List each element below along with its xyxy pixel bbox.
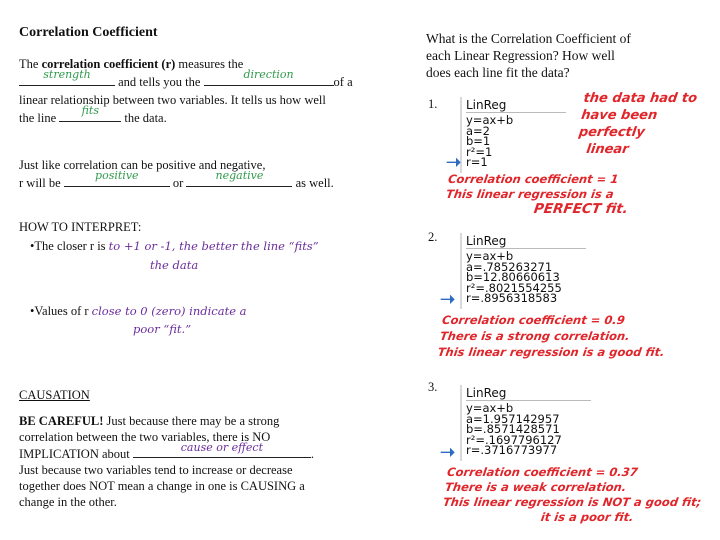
note-line: This linear regression is NOT a good fit; [442, 495, 703, 509]
calculator-output-1 [460, 97, 570, 173]
blank-positive: positive [64, 174, 170, 187]
sign-prefix: r will be [19, 176, 61, 190]
bullet-icon: • [30, 304, 35, 318]
right-arrow-icon: ➝ [440, 289, 456, 309]
definition-intro: The [19, 57, 42, 71]
item-3-notes [440, 465, 707, 525]
calculator-output-2 [460, 233, 590, 309]
question-line2: each Linear Regression? How well [426, 48, 615, 63]
calc-line: y=ax+b [466, 401, 514, 415]
right-arrow-icon: ➝ [440, 442, 456, 462]
item-2-notes [437, 312, 671, 360]
sign-paragraph [19, 156, 379, 192]
note-line: This linear regression is a [445, 187, 615, 201]
item-3-number: 3. [428, 380, 438, 394]
calc-line: b=.8571428571 [466, 422, 560, 437]
calc-line: r=.3716773977 [466, 443, 558, 458]
note-line: Correlation coefficient = 0.9 [441, 313, 626, 327]
bullet-1-hand-line1: to +1 or -1, the better the line “fits” [108, 239, 319, 253]
page-title: Correlation Coefficient [19, 25, 158, 40]
calculator-output-3 [460, 385, 595, 461]
causation-paragraph: BE CAREFUL! Just because there may be a strong correlation between the two variables, there is NO IMPLICATION about cause or effect . Just because two variables tend to increase or decrease together does NOT mean a change in one is CAUSING a change in the other. [19, 413, 379, 510]
calc-header: LinReg [466, 99, 566, 113]
causation-line1: Just because there may be a strong [106, 414, 280, 428]
causation-heading: CAUSATION [19, 388, 90, 402]
note-line: Correlation coefficient = 1 [447, 172, 620, 186]
definition-line3: linear relationship between two variables. It tells us how well [19, 93, 326, 107]
calc-line: r²=.8021554255 [466, 280, 562, 295]
blank-negative: negative [186, 174, 292, 187]
calc-line: a=2 [466, 123, 490, 138]
calc-line: r=.8956318583 [466, 291, 558, 306]
note-line: Correlation coefficient = 0.37 [446, 465, 639, 479]
note-line: There is a weak correlation. [444, 480, 628, 494]
calc-line: b=1 [466, 134, 491, 149]
blank-direction: direction [204, 73, 334, 86]
calc-line: r²=.1697796127 [466, 432, 562, 447]
bullet-1-hand-line2: the data [150, 258, 199, 272]
side-note-line: the data had to [582, 91, 699, 106]
causation-line5: together does NOT mean a change in one is CAUSING a [19, 479, 305, 493]
side-note-line: linear [585, 142, 630, 157]
bullet-icon: • [30, 239, 35, 253]
calc-line: a=.785263271 [466, 259, 553, 274]
causation-line2: correlation between the two variables, there is NO [19, 430, 271, 444]
note-line: This linear regression is a good fit. [436, 345, 666, 359]
note-line: it is a poor fit. [539, 510, 635, 524]
careful-label: BE CAREFUL! [19, 414, 104, 428]
question-line3: does each line fit the data? [426, 65, 570, 80]
item-1-number: 1. [428, 97, 438, 111]
calc-line: y=ax+b [466, 249, 514, 263]
definition-end: of a [333, 75, 353, 89]
interpret-bullet-2 [30, 302, 390, 320]
blank-fits: fits [59, 109, 121, 122]
calc-line: r²=1 [466, 144, 493, 159]
interpret-heading: HOW TO INTERPRET: [19, 220, 142, 234]
definition-line4-suffix: the data. [124, 111, 167, 125]
definition-paragraph [19, 55, 379, 127]
question-line1: What is the Correlation Coefficient of [426, 31, 631, 46]
question-text [426, 30, 706, 81]
bullet-2-prefix: Values of r [34, 304, 89, 318]
item-1-notes [443, 172, 633, 217]
calc-header: LinReg [466, 235, 586, 249]
blank-strength: strength [19, 73, 115, 86]
calc-line: a=1.957142957 [466, 411, 560, 426]
causation-line6: change in the other. [19, 495, 117, 509]
side-note-line: have been perfectly [577, 108, 659, 140]
bullet-1-prefix: The closer r is [34, 239, 106, 253]
definition-mid: and tells you the [118, 75, 201, 89]
note-line: PERFECT fit. [532, 201, 630, 217]
bullet-2-hand-line1: close to 0 (zero) indicate a [91, 304, 247, 318]
definition-term: correlation coefficient (r) [41, 57, 176, 71]
note-line: There is a strong correlation. [439, 329, 631, 343]
sign-line1: Just like correlation can be positive and negative, [19, 158, 266, 172]
calc-header: LinReg [466, 387, 591, 401]
blank-cause-effect: cause or effect [133, 445, 311, 458]
definition-line4-prefix: the line [19, 111, 57, 125]
item-2-number: 2. [428, 230, 438, 244]
calc-line: y=ax+b [466, 113, 514, 127]
bullet-2-hand-line2: poor “fit.” [133, 322, 192, 336]
definition-intro-suffix: measures the [175, 57, 244, 71]
calc-line: r=1 [466, 155, 488, 170]
calc-line: b=12.80660613 [466, 270, 560, 285]
sign-or: or [172, 176, 184, 190]
causation-line3-prefix: IMPLICATION about [19, 447, 130, 461]
right-arrow-icon: ➝ [446, 152, 462, 172]
item-1-side-note [575, 90, 720, 158]
sign-suffix: as well. [295, 176, 334, 190]
interpret-bullet-1 [30, 237, 390, 255]
causation-line4: Just because two variables tend to increase or decrease [19, 463, 293, 477]
